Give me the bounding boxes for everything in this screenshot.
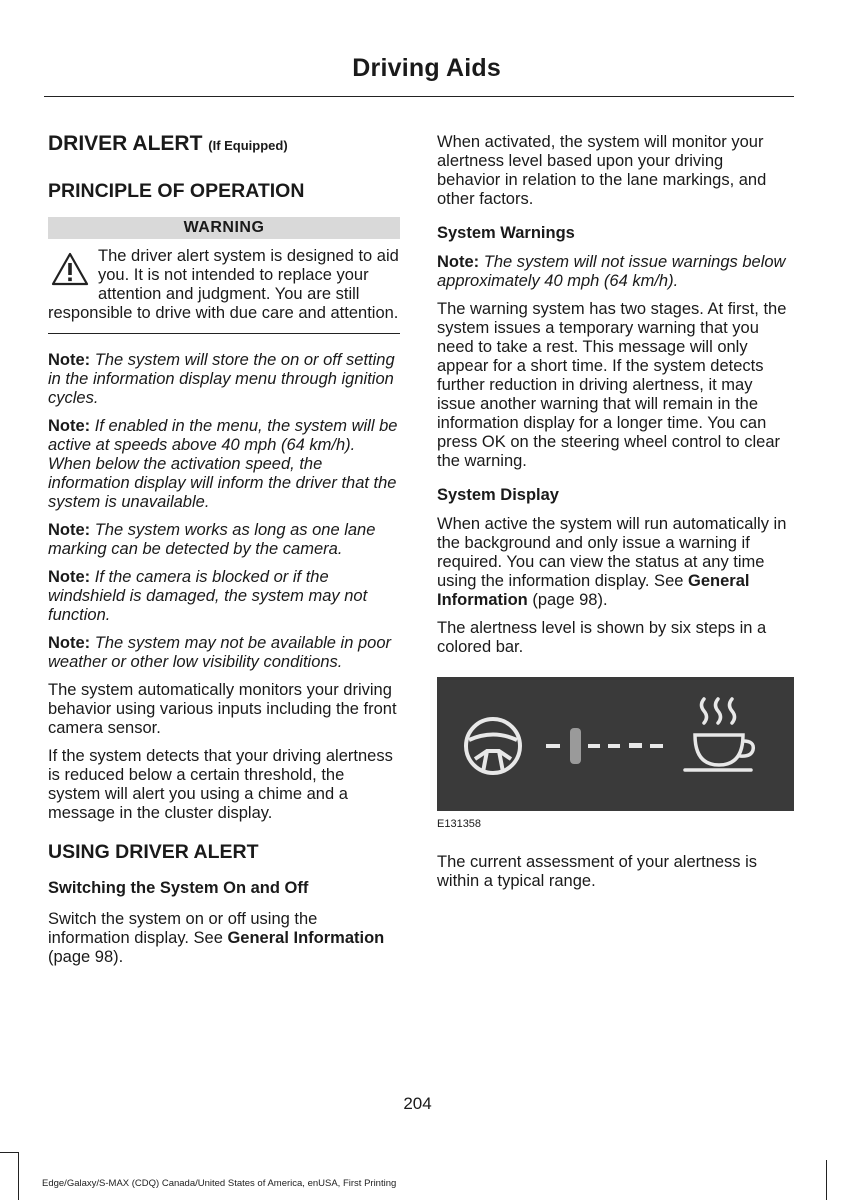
page-number: 204 bbox=[403, 1094, 432, 1113]
note-text: The system may not be available in poor weather or other low visibility conditions. bbox=[48, 634, 392, 671]
left-column bbox=[48, 130, 400, 976]
note-text: If enabled in the menu, the system will be active at speeds above 40 mph (64 km/h). When below the activation speed, the information display will inform the driver that the system is unavailable. bbox=[48, 417, 398, 511]
warning-box bbox=[48, 247, 400, 334]
figure-caption: E131358 bbox=[437, 818, 482, 830]
note-2 bbox=[48, 417, 400, 512]
note-text: If the camera is blocked or if the windshield is damaged, the system may not function. bbox=[48, 568, 368, 624]
right-column bbox=[437, 133, 789, 900]
note-label: Note: bbox=[48, 568, 91, 586]
page-header-title: Driving Aids bbox=[352, 54, 501, 82]
footer-text: Edge/Galaxy/S-MAX (CDQ) Canada/United States of America, enUSA, First Printing bbox=[42, 1178, 397, 1189]
alertness-step-3 bbox=[608, 744, 620, 748]
note-1 bbox=[48, 351, 400, 408]
para-two-stages: The warning system has two stages. At first, the system issues a temporary warning that you need to take a rest. This message will only appear for a short time. If the system detects further reduction in driving alertness, it may issue another warning that will remain in the information display for a longer time. You can press OK on the steering wheel control to clear the warning. bbox=[437, 300, 787, 470]
note-3 bbox=[48, 521, 400, 559]
coffee-cup-icon bbox=[685, 699, 753, 770]
switch-heading: Switching the System On and Off bbox=[48, 879, 309, 897]
note-text: The system will not issue warnings below approximately 40 mph (64 km/h). bbox=[437, 253, 786, 290]
steering-wheel-icon bbox=[466, 719, 520, 773]
alertness-step-5 bbox=[650, 744, 663, 748]
note-text: The system will store the on or off setting in the information display menu through ignition cycles. bbox=[48, 351, 395, 407]
warnings-note bbox=[437, 253, 789, 291]
header-divider bbox=[44, 96, 794, 97]
para-threshold: If the system detects that your driving alertness is reduced below a certain threshold, the system will alert you using a chime and a message in the cluster display. bbox=[48, 747, 393, 822]
display-paragraph bbox=[437, 515, 789, 610]
display-text: When active the system will run automatically in the background and only issue a warning if required. You can view the status at any time using the information display. See bbox=[437, 515, 787, 590]
note-label: Note: bbox=[437, 253, 480, 271]
para-activated: When activated, the system will monitor your alertness level based upon your driving behavior in relation to the lane markings, and other factors. bbox=[437, 133, 767, 208]
warning-banner: WARNING bbox=[48, 217, 400, 239]
switch-paragraph bbox=[48, 910, 400, 967]
note-label: Note: bbox=[48, 351, 91, 369]
alertness-step-2 bbox=[588, 744, 600, 748]
crop-mark-left-top bbox=[0, 1152, 18, 1153]
crop-mark-left-vertical bbox=[18, 1152, 19, 1200]
switch-text: Switch the system on or off using the information display. See bbox=[48, 910, 318, 947]
warning-text: The driver alert system is designed to aid you. It is not intended to replace your attention and judgment. You are still responsible to drive with due care and attention. bbox=[48, 247, 399, 322]
note-5 bbox=[48, 634, 400, 672]
section-title bbox=[48, 130, 400, 160]
general-information-link[interactable]: General Information bbox=[227, 929, 385, 947]
section-title-suffix: (If Equipped) bbox=[208, 138, 288, 153]
note-label: Note: bbox=[48, 634, 91, 652]
display-page-ref: (page 98). bbox=[527, 591, 608, 609]
alertness-marker bbox=[570, 728, 581, 764]
note-label: Note: bbox=[48, 521, 91, 539]
section-title-text: DRIVER ALERT bbox=[48, 132, 203, 155]
general-information-link[interactable]: General Information bbox=[437, 572, 750, 609]
warning-triangle-icon bbox=[50, 250, 90, 290]
using-heading: USING DRIVER ALERT bbox=[48, 841, 259, 863]
note-label: Note: bbox=[48, 417, 91, 435]
note-4 bbox=[48, 568, 400, 625]
display-heading: System Display bbox=[437, 486, 559, 504]
alertness-step-1 bbox=[546, 744, 560, 748]
para-levels: The alertness level is shown by six steps in a colored bar. bbox=[437, 619, 767, 656]
principle-heading: PRINCIPLE OF OPERATION bbox=[48, 180, 305, 202]
alertness-step-4 bbox=[629, 743, 642, 748]
warnings-heading: System Warnings bbox=[437, 224, 575, 242]
para-monitor: The system automatically monitors your driving behavior using various inputs including the front camera sensor. bbox=[48, 681, 397, 737]
switch-page-ref: (page 98). bbox=[48, 948, 124, 966]
alertness-figure bbox=[437, 677, 794, 811]
alertness-illustration bbox=[437, 677, 794, 811]
para-current: The current assessment of your alertness is within a typical range. bbox=[437, 853, 758, 890]
crop-mark-right-vertical bbox=[826, 1160, 827, 1200]
note-text: The system works as long as one lane marking can be detected by the camera. bbox=[48, 521, 376, 558]
